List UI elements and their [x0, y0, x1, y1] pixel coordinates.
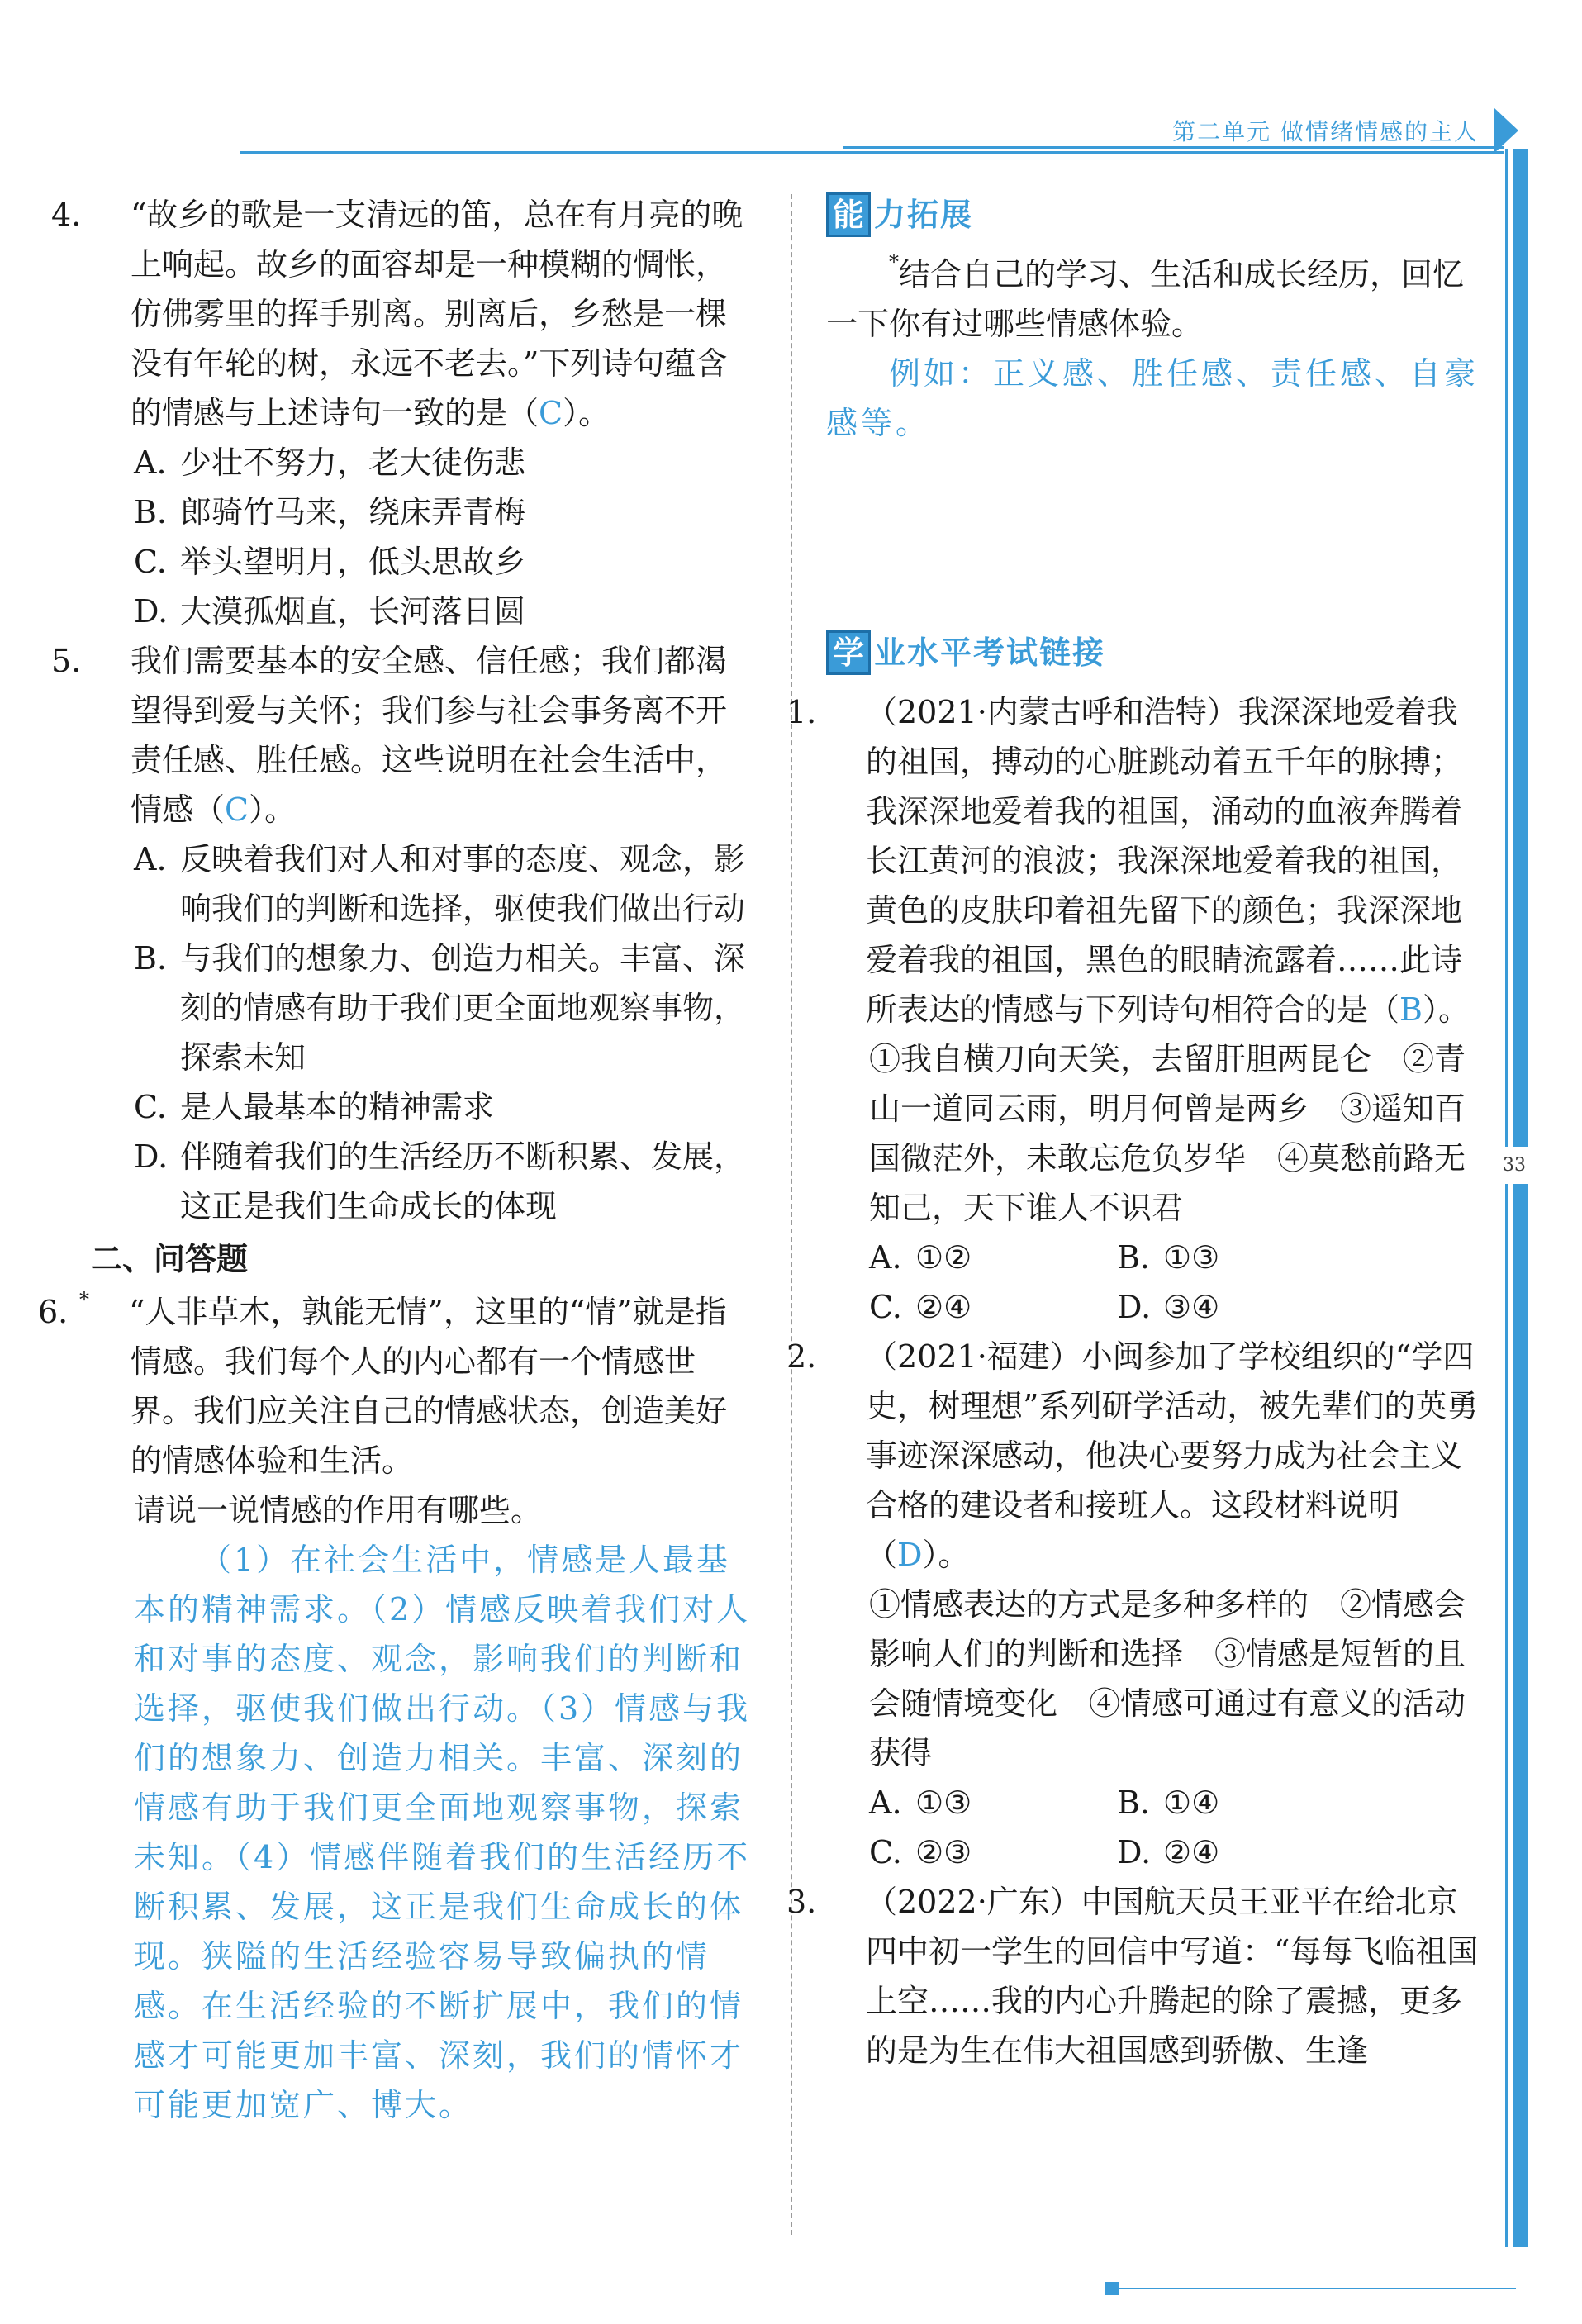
- option-label: A.: [134, 841, 167, 877]
- question-number: 3.: [786, 1884, 817, 1920]
- exam-section-title: [826, 628, 1487, 677]
- header-rule: [240, 151, 1504, 154]
- star-mark: *: [79, 1288, 89, 1311]
- section-badge: 能: [826, 192, 871, 237]
- bottom-square-icon: [1105, 2282, 1119, 2295]
- question-stem: （2021·内蒙古呼和浩特）我深深地爱着我的祖国，搏动的心脏跳动着五千年的脉搏；我深深地爱着我的祖国，涌动的血液奔腾着长江黄河的浪波；我深深地爱着我的祖国，黄色的皮肤印着祖先留下的颜色；我深深地爱着我的祖国，黑色的眼睛流露着……此诗所表达的情感与下列诗句相符合的是（: [866, 694, 1463, 1028]
- exam-question-2: [786, 1332, 1487, 1580]
- question-stem-end: ）。: [563, 395, 610, 431]
- option-label: D.: [134, 593, 169, 630]
- ability-question: [826, 250, 1487, 349]
- ability-section-title: [826, 190, 1487, 240]
- option-label: A.: [869, 1239, 902, 1276]
- question-stem: （2021·福建）小闽参加了学校组织的“学四史，树理想”系列研学活动，被先辈们的英勇事迹深深感动，他决心要努力成为社会主义合格的建设者和接班人。这段材料说明（: [866, 1338, 1479, 1573]
- side-bar: [1505, 116, 1528, 2264]
- option-label: C.: [134, 544, 167, 580]
- side-bar-strip: [1513, 149, 1528, 2247]
- option-text: 举头望明月，低头思故乡: [180, 544, 526, 580]
- option-text: ①③: [915, 1785, 972, 1821]
- question-number: 2.: [786, 1338, 817, 1375]
- option: [134, 438, 752, 487]
- option-text: 是人最基本的精神需求: [180, 1089, 495, 1125]
- option-text: ①②: [915, 1239, 972, 1276]
- option: [1117, 1778, 1365, 1827]
- option-text: ②③: [915, 1834, 972, 1870]
- option: [869, 1827, 1117, 1877]
- option-label: B.: [1117, 1239, 1151, 1276]
- option: [1117, 1233, 1365, 1282]
- star-mark: *: [889, 250, 899, 273]
- option-text: ②④: [1163, 1834, 1220, 1870]
- question-items: ①我自横刀向天笑，去留肝胆两昆仑 ②青山一道同云雨，明月何曾是两乡 ③遥知百国微茫外，未敢忘危负岁华 ④莫愁前路无知己，天下谁人不识君: [869, 1041, 1466, 1226]
- bottom-rule: [1119, 2288, 1516, 2289]
- option-label: B.: [134, 940, 168, 977]
- option: [1117, 1282, 1365, 1332]
- question-stem: 结合自己的学习、生活和成长经历，回忆一下你有过哪些情感体验。: [826, 256, 1465, 342]
- answer-choice: C: [539, 395, 563, 431]
- section-title-text: 力拓展: [874, 197, 974, 233]
- option-label: B.: [134, 494, 168, 530]
- option-text: ③④: [1163, 1289, 1220, 1325]
- option-text: ②④: [915, 1289, 972, 1325]
- exam-question-1: [786, 687, 1487, 1034]
- option: [134, 1132, 752, 1231]
- question-number: 1.: [786, 694, 817, 730]
- question-stem: 我们需要基本的安全感、信任感；我们都渴望得到爱与关怀；我们参与社会事务离不开责任感、胜任感。这些说明在社会生活中，情感（: [131, 643, 728, 828]
- option-label: D.: [1117, 1834, 1152, 1870]
- column-divider: [791, 194, 792, 2235]
- section-badge: 学: [826, 630, 871, 675]
- question-stem-end: ）。: [249, 791, 297, 828]
- option-label: C.: [869, 1289, 902, 1325]
- option-label: A.: [869, 1785, 902, 1821]
- option-text: 大漠孤烟直，长河落日圆: [180, 593, 526, 630]
- question-stem-end: ）。: [1422, 991, 1470, 1028]
- option-text: ①④: [1163, 1785, 1220, 1821]
- option-label: A.: [134, 444, 167, 481]
- question-number: 5.: [51, 643, 82, 679]
- question-items: ①情感表达的方式是多种多样的 ②情感会影响人们的判断和选择 ③情感是短暂的且会随情境变化 ④情感可通过有意义的活动获得: [869, 1586, 1466, 1771]
- options-grid: [869, 1778, 1487, 1877]
- question-prompt: 请说一说情感的作用有哪些。: [134, 1492, 543, 1528]
- answer-choice: D: [897, 1537, 923, 1573]
- option-label: C.: [134, 1089, 167, 1125]
- question-number: 4.: [51, 197, 82, 233]
- header-rule-short: [843, 146, 1504, 149]
- right-column: [786, 190, 1487, 2075]
- option: [134, 1082, 752, 1132]
- question-stem: “故乡的歌是一支清远的笛，总在有月亮的晚上响起。故乡的面容却是一种模糊的惆怅，仿佛雾里的挥手别离。别离后，乡愁是一棵没有年轮的树，永远不老去。”下列诗句蕴含的情感与上述诗句一致的是（: [131, 197, 743, 431]
- left-column: [38, 190, 752, 2130]
- answer-text: 例如：正义感、胜任感、责任感、自豪感等。: [826, 355, 1480, 441]
- option-label: D.: [1117, 1289, 1152, 1325]
- page-number: 33: [1495, 1147, 1533, 1184]
- option-text: 伴随着我们的生活经历不断积累、发展，这正是我们生命成长的体现: [180, 1138, 746, 1224]
- section-heading: 二、问答题: [91, 1241, 249, 1277]
- option: [869, 1778, 1117, 1827]
- question-6: [38, 1287, 752, 1485]
- option-label: B.: [1117, 1785, 1151, 1821]
- option: [134, 834, 752, 934]
- section-title-text: 业水平考试链接: [874, 634, 1106, 671]
- option-label: D.: [134, 1138, 169, 1175]
- page-header: [240, 107, 1512, 159]
- option: [869, 1233, 1117, 1282]
- option-text: 与我们的想象力、创造力相关。丰富、深刻的情感有助于我们更全面地观察事物，探索未知: [180, 940, 746, 1076]
- option-text: ①③: [1163, 1239, 1220, 1276]
- option: [134, 934, 752, 1082]
- question-number: 6.: [38, 1294, 69, 1330]
- question-stem-end: ）。: [922, 1537, 970, 1573]
- options-grid: [869, 1233, 1487, 1332]
- option: [134, 587, 752, 636]
- blank-space: [826, 448, 1487, 628]
- option-text: 反映着我们对人和对事的态度、观念，影响我们的判断和选择，驱使我们做出行动: [180, 841, 746, 927]
- question-stem: （2022·广东）中国航天员王亚平在给北京四中初一学生的回信中写道：“每每飞临祖国上空……我的内心升腾起的除了震撼，更多的是为生在伟大祖国感到骄傲、生逢: [866, 1884, 1479, 2069]
- unit-title: 第二单元 做情绪情感的主人: [1172, 118, 1479, 145]
- option-text: 郎骑竹马来，绕床弄青梅: [180, 494, 526, 530]
- side-bar-line: [1505, 149, 1508, 2247]
- option: [869, 1282, 1117, 1332]
- option: [134, 487, 752, 537]
- exam-question-3: [786, 1877, 1487, 2075]
- option-label: C.: [869, 1834, 902, 1870]
- answer-choice: B: [1399, 991, 1423, 1028]
- option: [134, 537, 752, 587]
- question-4: [51, 190, 752, 438]
- question-stem: “人非草木，孰能无情”，这里的“情”就是指情感。我们每个人的内心都有一个情感世界。我们应关注自己的情感状态，创造美好的情感体验和生活。: [129, 1294, 728, 1479]
- question-5: [51, 636, 752, 834]
- answer-text: （1）在社会生活中，情感是人最基本的精神需求。（2）情感反映着我们对人和对事的态度、观念，影响我们的判断和选择，驱使我们做出行动。（3）情感与我们的想象力、创造力相关。丰富、深刻的情感有助于我们更全面地观察事物，探索未知。（4）情感伴随着我们的生活经历不断积累、发展，这正是我们生命成长的体现。狭隘的生活经验容易导致偏执的情感。在生活经验的不断扩展中，我们的情感才可能更加丰富、深刻，我们的情怀才可能更加宽广、博大。: [134, 1542, 751, 2123]
- option: [1117, 1827, 1365, 1877]
- option-text: 少壮不努力，老大徒伤悲: [180, 444, 526, 481]
- answer-choice: C: [225, 791, 249, 828]
